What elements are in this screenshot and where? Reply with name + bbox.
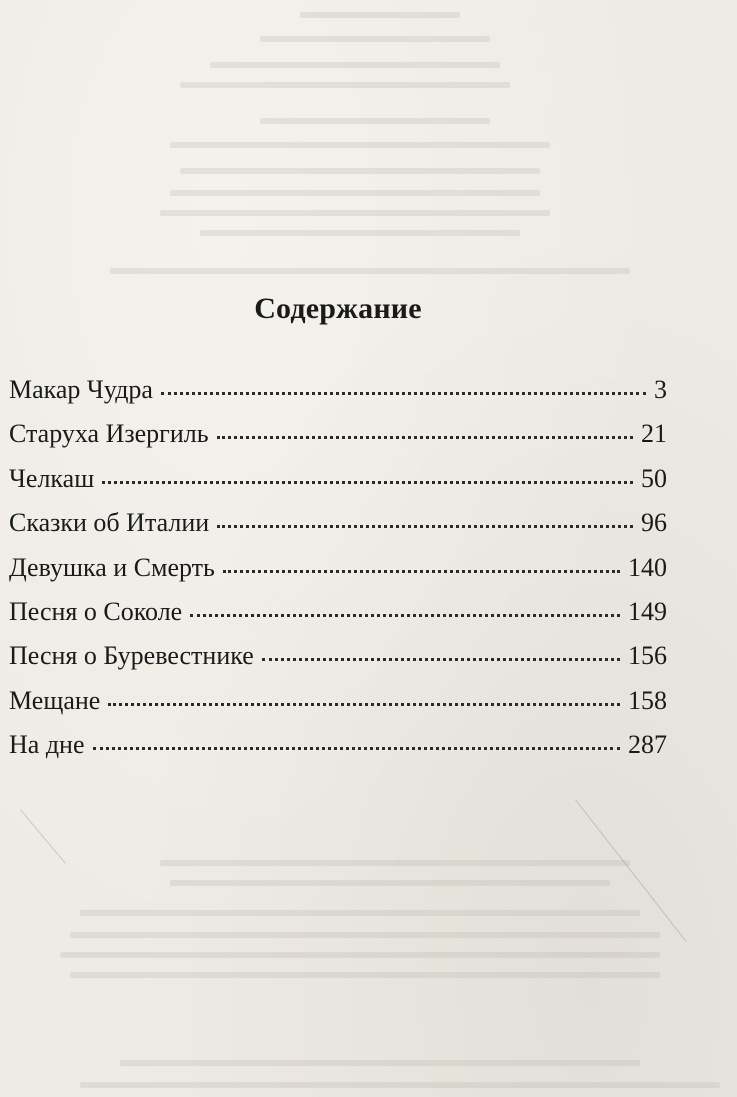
toc-leader-dots xyxy=(93,747,621,750)
toc-entry-title: Песня о Буревестнике xyxy=(9,641,254,671)
toc-entry[interactable] xyxy=(9,372,667,416)
toc-entry-title: Сказки об Италии xyxy=(9,508,210,538)
toc-leader-dots xyxy=(161,392,646,395)
page-crease xyxy=(575,799,687,941)
toc-leader-dots xyxy=(217,525,633,528)
toc-page-number: 149 xyxy=(628,596,667,626)
toc-page-number: 156 xyxy=(628,641,667,671)
toc-leader-dots xyxy=(190,614,620,617)
toc-leader-dots xyxy=(262,658,620,661)
toc-entry[interactable] xyxy=(9,683,667,727)
toc-leader-dots xyxy=(223,570,620,573)
toc-entry-title: Старуха Изергиль xyxy=(9,419,209,449)
toc-entry-title: Песня о Соколе xyxy=(9,596,183,626)
toc-entry[interactable] xyxy=(9,594,667,638)
toc-entry[interactable] xyxy=(9,505,667,549)
toc-page-number: 50 xyxy=(641,463,667,493)
toc-leader-dots xyxy=(108,703,620,706)
toc-entry-title: Девушка и Смерть xyxy=(9,552,215,582)
toc-page-number: 21 xyxy=(641,419,667,449)
toc-page-number: 3 xyxy=(654,375,667,404)
toc-leader-dots xyxy=(102,481,633,484)
toc-entry[interactable] xyxy=(9,550,667,594)
toc-page-number: 158 xyxy=(628,685,667,715)
toc-entry-title: Челкаш xyxy=(9,463,95,493)
toc-page-number: 140 xyxy=(628,552,667,582)
contents-heading: Содержание xyxy=(254,292,422,325)
toc-entry-title: На дне xyxy=(9,730,85,760)
table-of-contents xyxy=(9,372,667,772)
toc-page-number: 287 xyxy=(628,730,667,760)
toc-entry-title: Макар Чудра xyxy=(9,375,153,404)
toc-entry[interactable] xyxy=(9,727,667,771)
toc-entry[interactable] xyxy=(9,638,667,682)
toc-entry[interactable] xyxy=(9,461,667,505)
toc-entry-title: Мещане xyxy=(9,685,101,715)
toc-leader-dots xyxy=(217,436,633,439)
toc-page-number: 96 xyxy=(641,508,667,538)
toc-entry[interactable] xyxy=(9,416,667,460)
page-crease xyxy=(20,809,66,863)
